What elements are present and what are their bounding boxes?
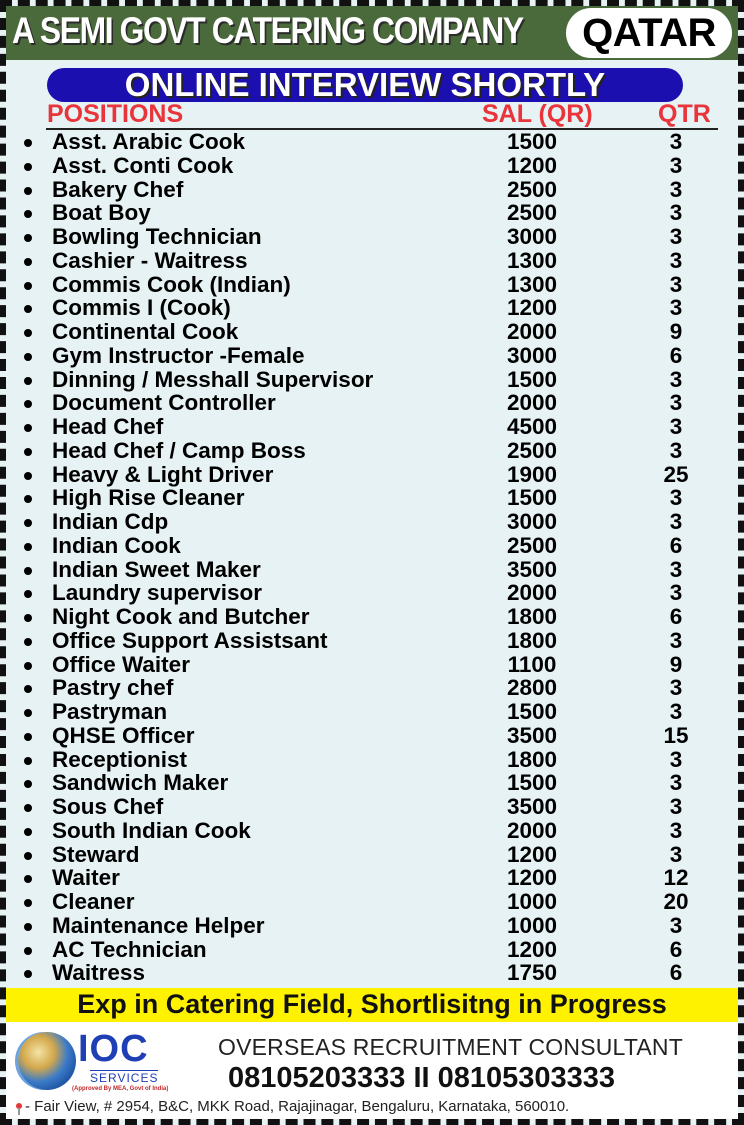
- salary-value: 1200: [506, 841, 558, 867]
- quantity-value: 3: [669, 770, 683, 796]
- table-row: [6, 558, 738, 582]
- table-row: [6, 439, 738, 463]
- quantity-value: 3: [669, 200, 683, 226]
- table-row: [6, 653, 738, 677]
- table-row: [6, 368, 738, 392]
- table-row: [6, 154, 738, 178]
- logo-approval: (Approved By MEA, Govt of India): [72, 1086, 169, 1092]
- position-name: Indian Sweet Maker: [52, 556, 261, 582]
- table-row: [6, 629, 738, 653]
- table-row: [6, 296, 738, 320]
- bullet-icon: [24, 970, 32, 978]
- salary-value: 1200: [506, 865, 558, 891]
- quantity-value: 3: [669, 414, 683, 439]
- quantity-value: 25: [663, 461, 689, 487]
- quantity-value: 3: [669, 224, 683, 249]
- position-name: Sous Chef: [52, 794, 164, 819]
- interview-text: ONLINE INTERVIEW SHORTLY: [124, 66, 606, 103]
- bullet-icon: [24, 424, 32, 432]
- salary-value: 2500: [506, 532, 558, 558]
- location-pin-icon: [16, 1103, 22, 1109]
- table-row: [6, 771, 738, 795]
- salary-value: 2000: [506, 817, 558, 843]
- salary-value: 1800: [506, 746, 558, 772]
- bullet-icon: [24, 519, 32, 527]
- salary-value: 3500: [506, 722, 558, 748]
- position-name: Office Support Assistsant: [52, 627, 328, 653]
- table-row: [6, 724, 738, 748]
- quantity-value: 20: [663, 889, 689, 914]
- bullet-icon: [24, 757, 32, 765]
- table-row: [6, 415, 738, 439]
- column-header-positions: POSITIONS: [47, 100, 184, 128]
- salary-value: 2500: [506, 437, 558, 463]
- country-label: QATAR: [582, 10, 716, 55]
- quantity-value: 3: [669, 129, 683, 154]
- position-name: Receptionist: [52, 746, 188, 772]
- position-name: Commis Cook (Indian): [52, 271, 291, 297]
- bullet-icon: [24, 400, 32, 408]
- position-name: Cashier - Waitress: [52, 247, 248, 273]
- salary-value: 1900: [506, 461, 558, 487]
- table-row: [6, 225, 738, 249]
- quantity-value: 6: [669, 604, 683, 629]
- salary-value: 2000: [506, 390, 558, 416]
- bullet-icon: [24, 258, 32, 266]
- position-name: Commis I (Cook): [52, 295, 231, 321]
- position-name: QHSE Officer: [52, 722, 195, 748]
- quantity-value: 3: [669, 556, 683, 582]
- table-row: [6, 273, 738, 297]
- bullet-icon: [24, 305, 32, 313]
- bullet-icon: [24, 733, 32, 741]
- quantity-value: 6: [669, 342, 683, 368]
- quantity-value: 3: [669, 509, 683, 534]
- quantity-value: 3: [669, 366, 683, 392]
- table-row: [6, 700, 738, 724]
- position-name: Document Controller: [52, 390, 276, 416]
- bullet-icon: [24, 709, 32, 717]
- table-row: [6, 391, 738, 415]
- position-name: High Rise Cleaner: [52, 485, 245, 511]
- salary-value: 1100: [507, 651, 557, 677]
- salary-value: 1500: [506, 770, 558, 796]
- table-row: [6, 605, 738, 629]
- position-name: Bowling Technician: [52, 224, 262, 249]
- globe-icon: [18, 1032, 76, 1090]
- quantity-value: 3: [669, 675, 683, 701]
- position-name: Steward: [52, 841, 140, 867]
- quantity-value: 3: [669, 580, 683, 606]
- bullet-icon: [24, 234, 32, 242]
- quantity-value: 15: [663, 722, 689, 748]
- bullet-icon: [24, 377, 32, 385]
- table-row: [6, 795, 738, 819]
- salary-value: 1300: [506, 271, 558, 297]
- position-name: Waiter: [52, 865, 120, 891]
- address-line: [16, 1098, 569, 1115]
- position-name: Cleaner: [52, 889, 135, 914]
- bullet-icon: [24, 662, 32, 670]
- salary-value: 1500: [506, 485, 558, 511]
- bullet-icon: [24, 923, 32, 931]
- table-row: [6, 819, 738, 843]
- bullet-icon: [24, 282, 32, 290]
- salary-value: 1300: [506, 247, 558, 273]
- salary-value: 3000: [506, 342, 558, 368]
- tagline: OVERSEAS RECRUITMENT CONSULTANT: [218, 1034, 683, 1060]
- salary-value: 3000: [506, 509, 558, 534]
- bullet-icon: [24, 495, 32, 503]
- table-row: [6, 130, 738, 154]
- bullet-icon: [24, 685, 32, 693]
- address-text: - Fair View, # 2954, B&C, MKK Road, Rajajinagar, Bengaluru, Karnataka, 560010.: [25, 1098, 570, 1115]
- quantity-value: 3: [669, 912, 683, 938]
- quantity-value: 3: [669, 390, 683, 416]
- interview-banner: [47, 68, 683, 102]
- position-name: Continental Cook: [52, 319, 239, 344]
- position-name: Pastry chef: [52, 675, 174, 701]
- position-name: Boat Boy: [52, 200, 151, 226]
- salary-value: 3000: [506, 224, 558, 249]
- company-title: A SEMI GOVT CATERING COMPANY: [12, 10, 523, 51]
- salary-value: 3500: [506, 794, 558, 819]
- quantity-value: 6: [669, 936, 683, 962]
- position-name: Sandwich Maker: [52, 770, 229, 796]
- salary-value: 1500: [506, 699, 558, 724]
- table-row: [6, 486, 738, 510]
- table-row: [6, 866, 738, 890]
- bullet-icon: [24, 163, 32, 171]
- position-name: Laundry supervisor: [52, 580, 263, 606]
- quantity-value: 3: [669, 295, 683, 321]
- bullet-icon: [24, 899, 32, 907]
- table-row: [6, 961, 738, 985]
- salary-value: 1750: [506, 960, 558, 986]
- salary-value: 2800: [506, 675, 558, 701]
- position-name: Heavy & Light Driver: [52, 461, 274, 487]
- header-band: [6, 6, 738, 60]
- bullet-icon: [24, 828, 32, 836]
- quantity-value: 3: [669, 627, 683, 653]
- salary-value: 1200: [506, 152, 558, 178]
- quantity-value: 9: [669, 319, 683, 344]
- salary-value: 1200: [506, 295, 558, 321]
- salary-value: 2000: [506, 319, 558, 344]
- table-row: [6, 534, 738, 558]
- table-row: [6, 249, 738, 273]
- salary-value: 1200: [506, 936, 558, 962]
- bullet-icon: [24, 210, 32, 218]
- table-row: [6, 890, 738, 914]
- position-name: Waitress: [52, 960, 145, 986]
- position-name: Indian Cook: [52, 532, 181, 558]
- table-row: [6, 201, 738, 225]
- position-name: Dinning / Messhall Supervisor: [52, 366, 374, 392]
- salary-value: 1800: [506, 627, 558, 653]
- quantity-value: 9: [669, 651, 683, 677]
- positions-table: [6, 130, 738, 985]
- position-name: Office Waiter: [52, 651, 190, 677]
- salary-value: 1800: [506, 604, 558, 629]
- bullet-icon: [24, 353, 32, 361]
- table-row: [6, 938, 738, 962]
- quantity-value: 3: [669, 817, 683, 843]
- bullet-icon: [24, 852, 32, 860]
- position-name: Pastryman: [52, 699, 168, 724]
- bullet-icon: [24, 567, 32, 575]
- position-name: Asst. Arabic Cook: [52, 129, 245, 154]
- bullet-icon: [24, 590, 32, 598]
- salary-value: 2500: [506, 176, 558, 202]
- phone-numbers: 08105203333 II 08105303333: [228, 1062, 616, 1094]
- quantity-value: 3: [669, 437, 683, 463]
- salary-value: 4500: [506, 414, 558, 439]
- table-row: [6, 748, 738, 772]
- footer: [6, 1022, 738, 1119]
- quantity-value: 3: [669, 152, 683, 178]
- position-name: AC Technician: [52, 936, 207, 962]
- position-name: Gym Instructor -Female: [52, 342, 305, 368]
- salary-value: 2000: [506, 580, 558, 606]
- quantity-value: 3: [669, 176, 683, 202]
- position-name: South Indian Cook: [52, 817, 251, 843]
- position-name: Night Cook and Butcher: [52, 604, 310, 629]
- bullet-icon: [24, 638, 32, 646]
- ioc-logo: [12, 1026, 182, 1096]
- quantity-value: 3: [669, 247, 683, 273]
- salary-value: 3500: [506, 556, 558, 582]
- quantity-value: 6: [669, 532, 683, 558]
- bullet-icon: [24, 329, 32, 337]
- bullet-icon: [24, 614, 32, 622]
- bullet-icon: [24, 448, 32, 456]
- bullet-icon: [24, 804, 32, 812]
- quantity-value: 3: [669, 794, 683, 819]
- bullet-icon: [24, 875, 32, 883]
- table-row: [6, 344, 738, 368]
- table-row: [6, 463, 738, 487]
- logo-name: IOC: [78, 1028, 149, 1070]
- table-row: [6, 914, 738, 938]
- quantity-value: 3: [669, 485, 683, 511]
- quantity-value: 3: [669, 746, 683, 772]
- bullet-icon: [24, 543, 32, 551]
- table-row: [6, 581, 738, 605]
- table-row: [6, 178, 738, 202]
- bullet-icon: [24, 947, 32, 955]
- table-row: [6, 843, 738, 867]
- bullet-icon: [24, 780, 32, 788]
- bullet-icon: [24, 472, 32, 480]
- requirement-text: Exp in Catering Field, Shortlisitng in Progress: [77, 989, 667, 1019]
- quantity-value: 3: [669, 271, 683, 297]
- position-name: Head Chef: [52, 414, 164, 439]
- quantity-value: 12: [663, 865, 689, 891]
- requirement-banner: [6, 988, 738, 1022]
- salary-value: 2500: [506, 200, 558, 226]
- salary-value: 1000: [506, 912, 558, 938]
- column-header-quantity: QTR: [658, 100, 711, 128]
- salary-value: 1500: [506, 129, 558, 154]
- column-header-salary: SAL (QR): [482, 100, 593, 128]
- table-row: [6, 320, 738, 344]
- salary-value: 1000: [506, 889, 558, 914]
- bullet-icon: [24, 139, 32, 147]
- quantity-value: 6: [669, 960, 683, 986]
- country-badge: [566, 8, 732, 58]
- position-name: Bakery Chef: [52, 176, 184, 202]
- quantity-value: 3: [669, 699, 683, 724]
- table-row: [6, 676, 738, 700]
- position-name: Maintenance Helper: [52, 912, 265, 938]
- quantity-value: 3: [669, 841, 683, 867]
- table-row: [6, 510, 738, 534]
- logo-subtitle: SERVICES: [90, 1071, 159, 1085]
- position-name: Asst. Conti Cook: [52, 152, 234, 178]
- position-name: Indian Cdp: [52, 509, 169, 534]
- salary-value: 1500: [506, 366, 558, 392]
- position-name: Head Chef / Camp Boss: [52, 437, 306, 463]
- bullet-icon: [24, 187, 32, 195]
